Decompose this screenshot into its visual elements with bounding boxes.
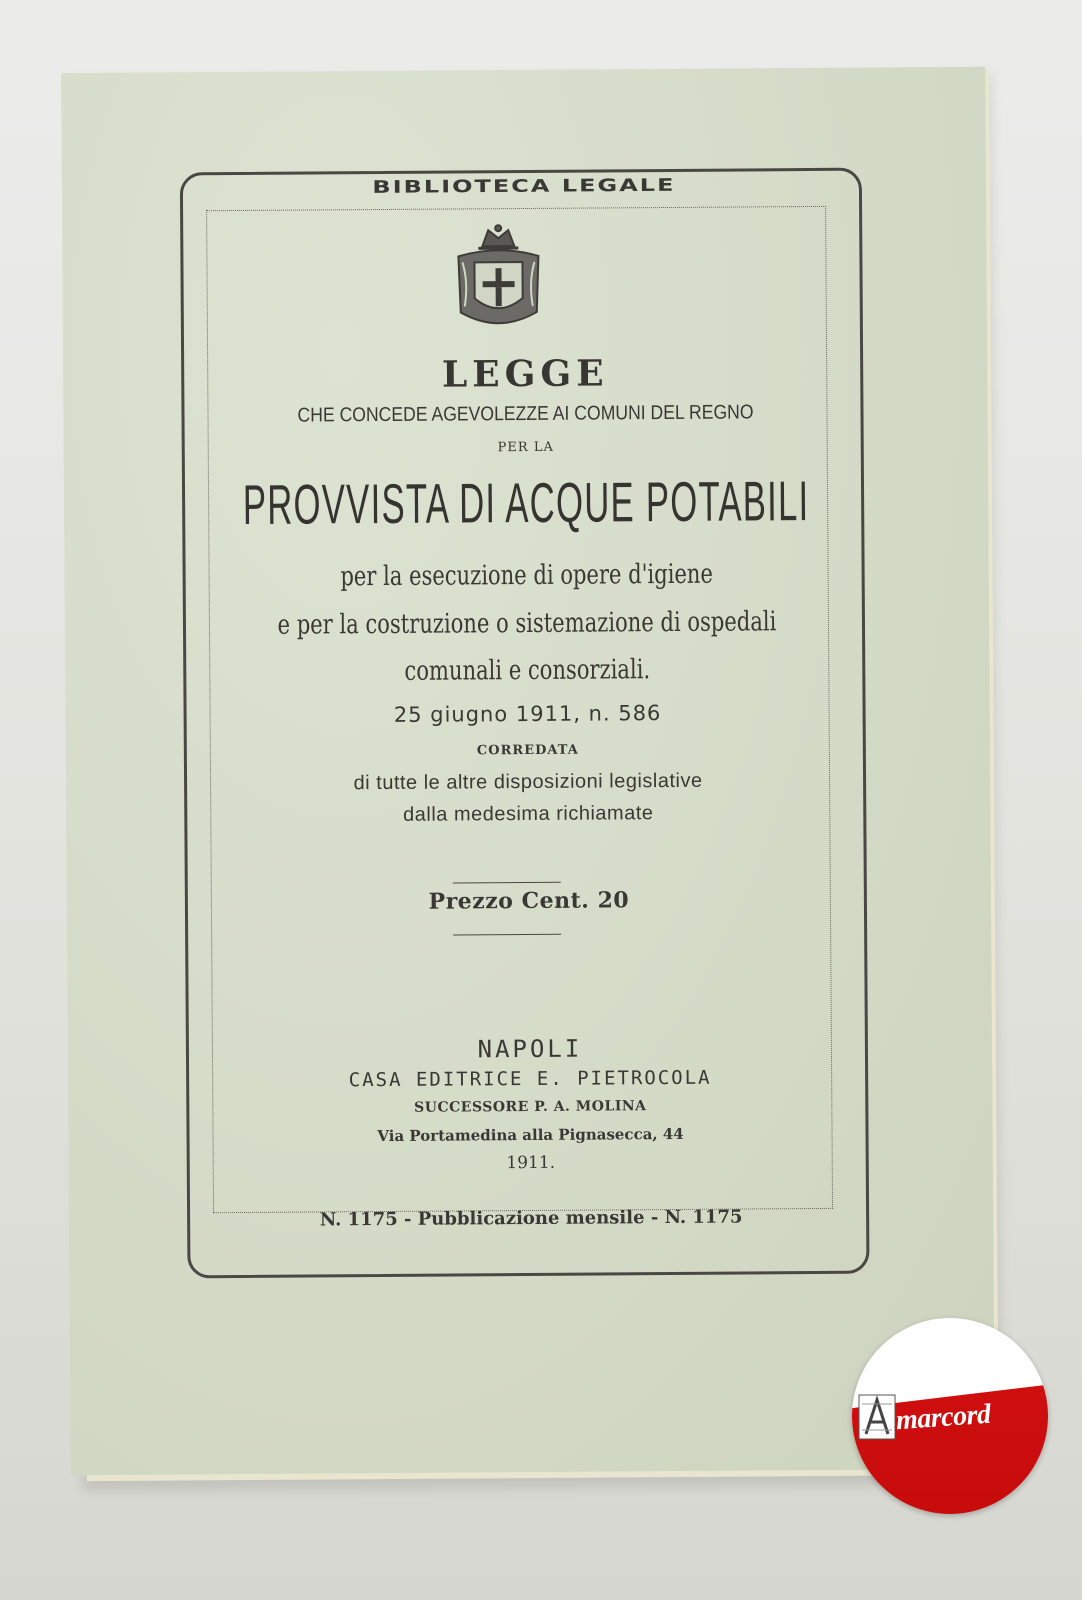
series-title: BIBLIOTECA LEGALE (372, 174, 676, 198)
publisher-name: CASA EDITRICE E. PIETROCOLA (348, 1066, 712, 1092)
publication-number-footer: N. 1175 - Pubblicazione mensile - N. 1175 (319, 1206, 743, 1231)
publication-year: 1911. (506, 1152, 556, 1174)
amarcord-logo-icon (858, 1394, 896, 1440)
amarcord-watermark-badge (852, 1318, 1048, 1514)
law-heading: LEGGE (441, 352, 609, 396)
per-la-label: PER LA (497, 439, 554, 456)
royal-crest-icon (448, 222, 549, 341)
publisher-address: Via Portamedina alla Pignasecca, 44 (377, 1124, 684, 1146)
corredata-label: CORREDATA (476, 742, 579, 759)
provisions-line-2: dalla medesima richiamate (403, 802, 654, 826)
law-date: 25 giugno 1911, n. 586 (393, 701, 662, 727)
booklet-cover (61, 67, 995, 1475)
provisions-line-1: di tutte le altre disposizioni legislative (353, 769, 703, 795)
description-line-2: e per la costruzione o sistemazione di ospedali (277, 606, 777, 641)
watermark-label: marcord (894, 1398, 992, 1437)
publisher-successor: SUCCESSORE P. A. MOLINA (414, 1098, 647, 1116)
description-line-1: per la esecuzione di opere d'igiene (340, 558, 713, 593)
cover-main-title: PROVVISTA DI ACQUE POTABILI (242, 469, 810, 536)
city-label: NAPOLI (477, 1034, 583, 1064)
price-label: Prezzo Cent. 20 (428, 887, 630, 915)
law-subtitle: CHE CONCEDE AGEVOLEZZE AI COMUNI DEL REGNO (297, 401, 754, 427)
description-line-3: comunali e consorziali. (404, 654, 651, 687)
